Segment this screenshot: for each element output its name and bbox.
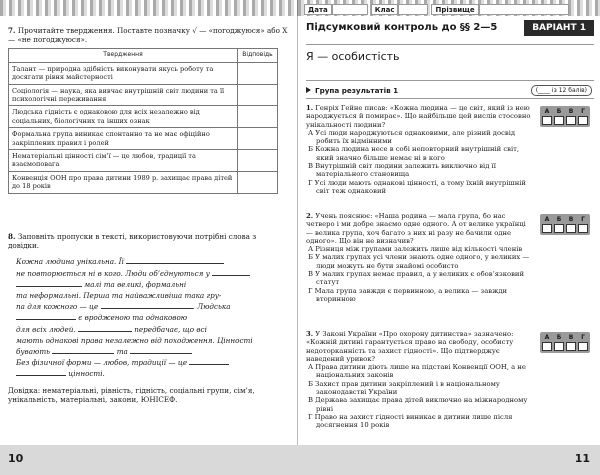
- fill-in-passage: [8, 256, 288, 379]
- answer-grid: [540, 214, 590, 235]
- task-prompt: Заповніть пропуски в тексті, використовуючи потрібні слова з довідки.: [8, 232, 257, 251]
- results-group: [306, 86, 398, 95]
- statement-cell: Конвенція ООН про права дитини 1989 р. захищає права дітей до 18 років: [9, 171, 238, 193]
- answer-box[interactable]: [554, 224, 564, 233]
- answer-letter: А: [544, 334, 550, 341]
- answer-letter: Б: [556, 216, 562, 223]
- variant-badge: ВАРІАНТ 1: [524, 20, 594, 36]
- question-3: [306, 330, 531, 430]
- answer-letter: Г: [581, 216, 585, 223]
- passage-text: малі та великі, формальні: [84, 279, 187, 289]
- answer-cell[interactable]: [238, 150, 278, 172]
- column-header-statement: Твердження: [9, 49, 238, 62]
- class-field[interactable]: [398, 4, 428, 15]
- passage-text: цінності.: [68, 369, 105, 379]
- statement-cell: Нематеріальні цінності сім’ї — це любов, традиції та взаємоповага: [9, 150, 238, 172]
- answer-letter: Б: [556, 108, 562, 115]
- question-text: У Законі України «Про охорону дитинства» зазначено: «Кожній дитині гарантується право на свободу, особисту недоторканність та захист гідності». Що підтверджує наведений уривок?: [306, 330, 514, 363]
- decorative-header-pattern: [0, 0, 298, 16]
- blank-field[interactable]: [189, 358, 229, 365]
- answer-cell[interactable]: [238, 84, 278, 106]
- answer-box[interactable]: [578, 116, 588, 125]
- blank-field[interactable]: [78, 325, 132, 332]
- score-text: (____ із 12 балів): [531, 85, 592, 96]
- table-row: [9, 128, 278, 150]
- table-row: [9, 62, 278, 84]
- answer-letter: В: [568, 108, 574, 115]
- passage-text: передбачає, що всі: [134, 324, 207, 334]
- table-row: [9, 84, 278, 106]
- passage-text: є вродженою та однаковою: [78, 313, 188, 323]
- answer-box[interactable]: [566, 116, 576, 125]
- question-number: 1.: [306, 104, 314, 112]
- blank-field[interactable]: [130, 347, 192, 354]
- passage-text: для всіх людей.: [16, 324, 76, 334]
- option-b[interactable]: Б Кожна людина несе в собі неповторний внутрішній світ, який значно більше немає ні в кого: [308, 145, 520, 162]
- page-footer: [0, 445, 298, 475]
- divider: [306, 98, 594, 99]
- divider: [306, 80, 594, 81]
- answer-letter: Б: [556, 334, 562, 341]
- passage-text: . Людська: [192, 302, 231, 312]
- answer-grid: [540, 332, 590, 353]
- passage-text: та неформальні. Перша та найважливіша така гру-: [16, 291, 222, 301]
- answer-box[interactable]: [578, 224, 588, 233]
- answer-cell[interactable]: [238, 106, 278, 128]
- passage-text: та: [116, 347, 128, 357]
- task-prompt: Прочитайте твердження. Поставте позначку √ — «погоджуюся» або X — «не погоджуюся».: [8, 26, 288, 45]
- answer-letter: А: [544, 216, 550, 223]
- arrow-right-icon: [306, 87, 311, 93]
- answer-cell[interactable]: [238, 171, 278, 193]
- page-footer: [298, 445, 600, 475]
- surname-label: Прізвище: [431, 4, 478, 15]
- group-label: Група результатів 1: [315, 86, 399, 95]
- left-page: [0, 0, 298, 475]
- blank-field[interactable]: [52, 347, 114, 354]
- blank-field[interactable]: [126, 257, 224, 264]
- class-label: Клас: [371, 4, 399, 15]
- option-a[interactable]: А Права дитини діють лише на підставі Конвенції ООН, а не національних законів: [308, 363, 526, 380]
- answer-letter: Г: [581, 334, 585, 341]
- answer-box[interactable]: [542, 224, 552, 233]
- question-number: 3.: [306, 330, 314, 338]
- option-d[interactable]: Г Мала група завжди є первинною, а велика — завжди вторинною: [308, 286, 508, 303]
- option-a[interactable]: А Усі люди народжуються однаковими, але різний досвід робить їх відмінними: [308, 128, 516, 146]
- table-row: [9, 171, 278, 193]
- score-indicator: [531, 85, 592, 96]
- option-c[interactable]: В Внутрішній світ людини залежить виключно від її матеріального становища: [308, 162, 496, 179]
- option-b[interactable]: Б У малих групах усі члени знають одне одного, у великих — люди можуть не бути знайомі особисто: [308, 253, 530, 270]
- passage-text: па для кожного — це: [16, 302, 99, 312]
- answer-letter: В: [568, 334, 574, 341]
- answer-letter: А: [544, 108, 550, 115]
- passage-text: не повторюється ні в кого. Люди об’єднуються у: [16, 268, 210, 278]
- task-number: 7.: [8, 26, 16, 35]
- task-number: 8.: [8, 232, 16, 241]
- page-number: 10: [8, 452, 24, 465]
- task-7: [8, 26, 288, 194]
- divider: [306, 44, 594, 45]
- answer-box[interactable]: [578, 342, 588, 351]
- surname-field[interactable]: [479, 4, 569, 15]
- answer-box[interactable]: [566, 224, 576, 233]
- question-text: Учень пояснює: «Наша родина — мала група, бо нас четверо і ми добре знаємо одне одного. А от велике українці — велика група, хоч багато з них ні разу не бачили одне одного». Що він не визначив?: [306, 212, 526, 245]
- question-number: 2.: [306, 212, 314, 220]
- answer-letter: В: [568, 216, 574, 223]
- column-header-answer: Відповідь: [238, 49, 278, 62]
- question-2: [306, 212, 531, 303]
- answer-cell[interactable]: [238, 128, 278, 150]
- option-b[interactable]: Б Захист прав дитини закріплений і в національному законодавстві України: [308, 379, 500, 397]
- table-row: [9, 106, 278, 128]
- blank-field[interactable]: [16, 280, 82, 287]
- option-c[interactable]: В Держава захищає права дітей виключно на міжнародному рівні: [308, 396, 528, 413]
- answer-cell[interactable]: [238, 62, 278, 84]
- page-title: Підсумковий контроль до §§ 2—5: [306, 22, 498, 33]
- answer-box[interactable]: [542, 116, 552, 125]
- page-number: 11: [574, 452, 590, 465]
- passage-text: Кожна людина унікальна. Її: [16, 257, 124, 267]
- statement-cell: Людська гідність є однаковою для всіх незалежно від соціальних, біологічних та інших ознак: [9, 106, 238, 128]
- passage-text: бувають: [16, 347, 51, 357]
- option-d[interactable]: Г Право на захист гідності виникає в дитини лише після досягнення 10 років: [308, 412, 513, 430]
- statement-cell: Соціологія — наука, яка вивчає внутрішній світ людини та її психологічні переживання: [9, 84, 238, 106]
- passage-text: Без фізичної форми — любов, традиції — це: [16, 358, 188, 368]
- blank-field[interactable]: [212, 269, 250, 276]
- option-a[interactable]: А Різниця між групами залежить лише від кількості членів: [308, 245, 523, 254]
- passage-text: мають однакові права незалежно від походження. Цінності: [16, 335, 253, 345]
- answer-box[interactable]: [566, 342, 576, 351]
- date-field[interactable]: [332, 4, 368, 15]
- option-d[interactable]: Г Усі люди мають однакові цінності, а тому їхній внутрішній світ теж однаковий: [308, 178, 526, 195]
- task-8: [8, 232, 288, 404]
- answer-letter: Г: [581, 108, 585, 115]
- section-subtitle: Я — особистість: [306, 50, 400, 63]
- statement-cell: Формальна група виникає спонтанно та не має офіційно закріплених правил і ролей: [9, 128, 238, 150]
- answer-grid: [540, 106, 590, 127]
- right-page: [298, 0, 600, 475]
- answer-box[interactable]: [554, 116, 564, 125]
- date-label: Дата: [304, 4, 332, 15]
- option-c[interactable]: В У малих групах немає правил, а у великих є обов’язковий статут: [308, 270, 524, 287]
- question-1: [306, 104, 531, 195]
- table-row: [9, 150, 278, 172]
- blank-field[interactable]: [16, 313, 76, 320]
- blank-field[interactable]: [101, 302, 193, 309]
- statements-table: [8, 48, 278, 193]
- answer-box[interactable]: [554, 342, 564, 351]
- statement-cell: Талант — природна здібність виконувати якусь роботу та досягати рівня майстерності: [9, 62, 238, 84]
- question-text: Генріх Гейне писав: «Кожна людина — це світ, який із нею народжується й помирає». Що найбільше цей вислів стосовно унікальності людини?: [306, 104, 531, 129]
- student-info-bar: [298, 2, 600, 16]
- answer-box[interactable]: [542, 342, 552, 351]
- help-words: Довідка: нематеріальні, рівність, гідність, соціальні групи, сім’я, унікальність, матеріальні, закони, ЮНІСЕФ.: [8, 385, 255, 404]
- blank-field[interactable]: [16, 369, 66, 376]
